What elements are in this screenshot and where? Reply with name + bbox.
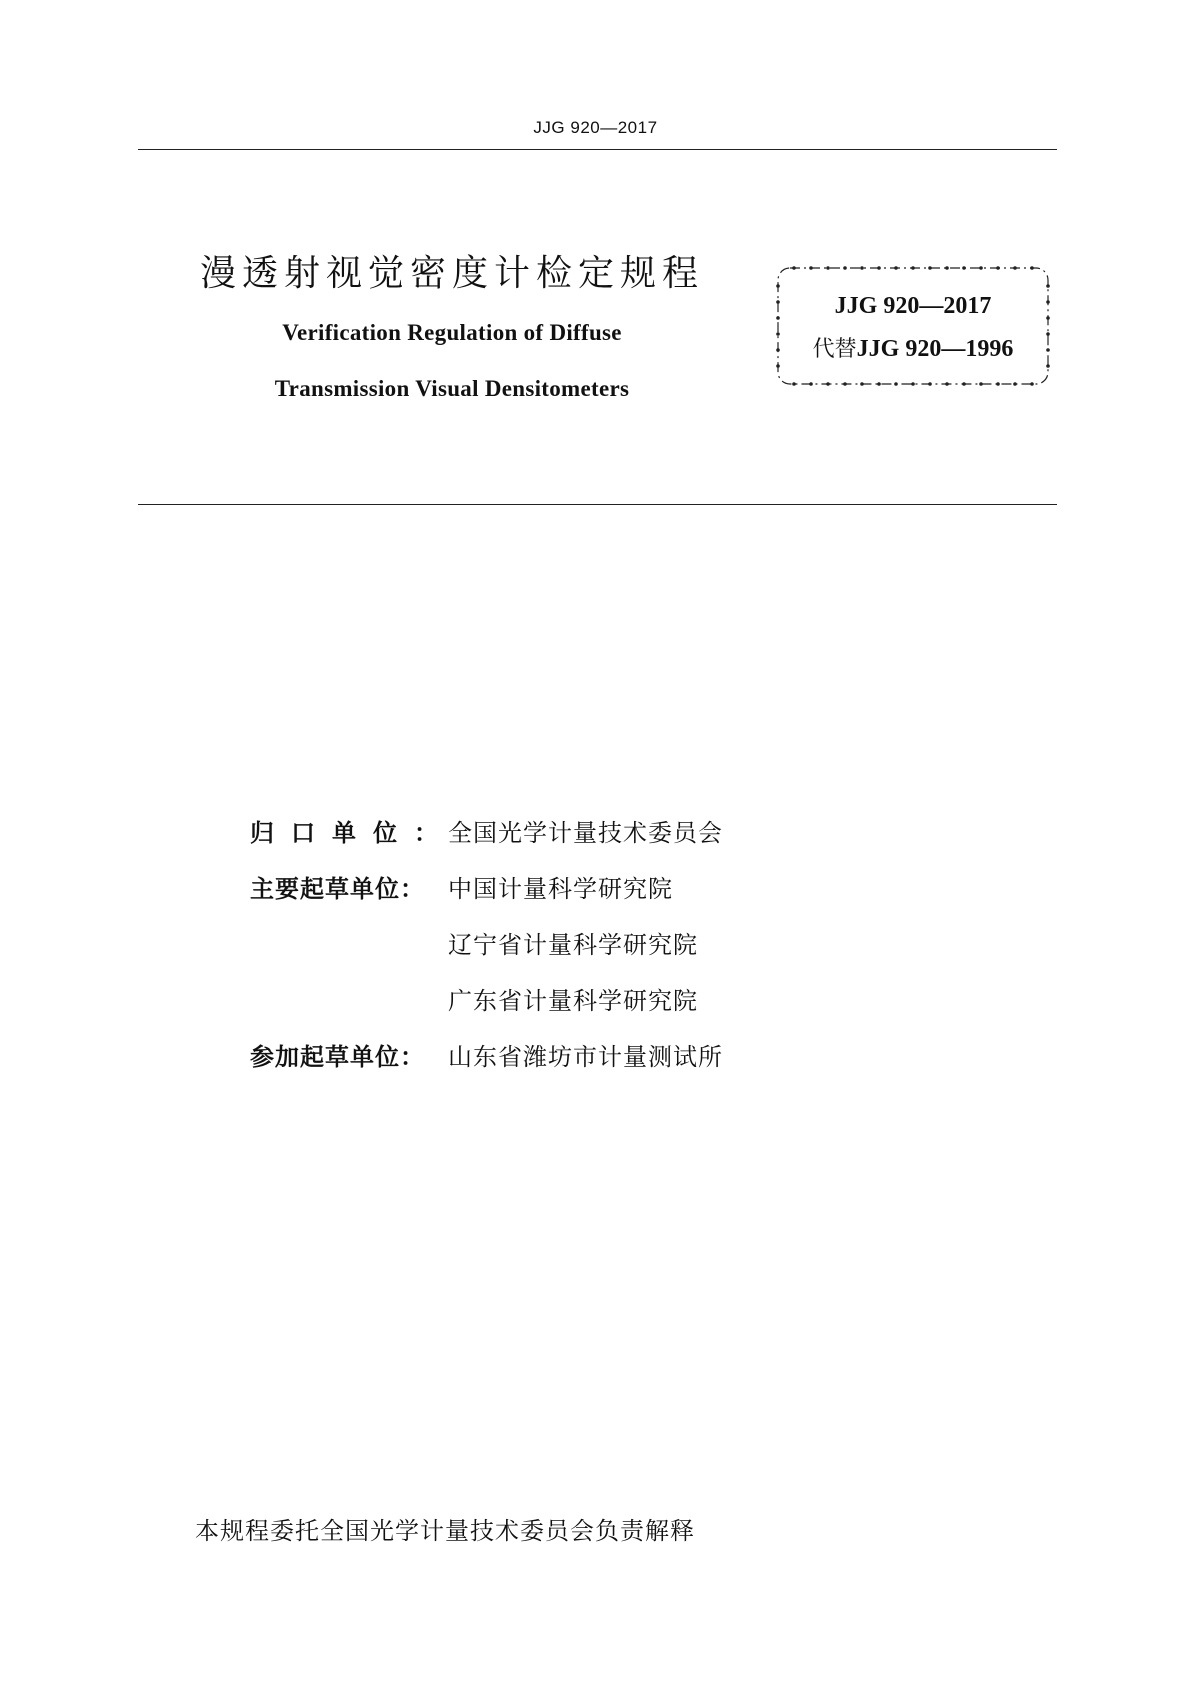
participating-row [250,1042,723,1098]
responsible-unit: 全国光学计量技术委员会 [448,819,723,847]
standard-code-box [774,264,1052,388]
standard-code: JJG 920—2017 [834,293,992,319]
main-drafting-row-3 [250,986,723,1042]
participating-unit: 山东省潍坊市计量测试所 [448,1043,723,1071]
main-drafting-unit-1: 中国计量科学研究院 [448,875,673,903]
header-standard-code: JJG 920—2017 [533,118,658,137]
header-rule [138,149,1057,150]
replaces-code-line [774,332,1052,363]
interpretation-note: 本规程委托全国光学计量技术委员会负责解释 [195,1517,695,1545]
responsible-unit-row [250,818,723,874]
drafting-organizations [250,818,723,1098]
title-english-line-2: Transmission Visual Densitometers [274,376,630,401]
replaces-prefix: 代替 [812,337,857,362]
decorative-border-icon [774,264,1052,388]
section-rule [138,504,1057,505]
main-drafting-label: 主要起草单位： [250,875,425,903]
participating-label: 参加起草单位： [250,1043,425,1071]
main-drafting-unit-3: 广东省计量科学研究院 [448,987,698,1015]
title-english-line-1: Verification Regulation of Diffuse [282,320,622,345]
title-chinese: 漫透射视觉密度计检定规程 [200,253,705,294]
responsible-unit-label: 归口单位： [250,819,455,847]
main-drafting-row [250,874,723,930]
main-drafting-unit-2: 辽宁省计量科学研究院 [448,931,698,959]
main-drafting-row-2 [250,930,723,986]
replaces-code: JJG 920—1996 [856,336,1014,362]
